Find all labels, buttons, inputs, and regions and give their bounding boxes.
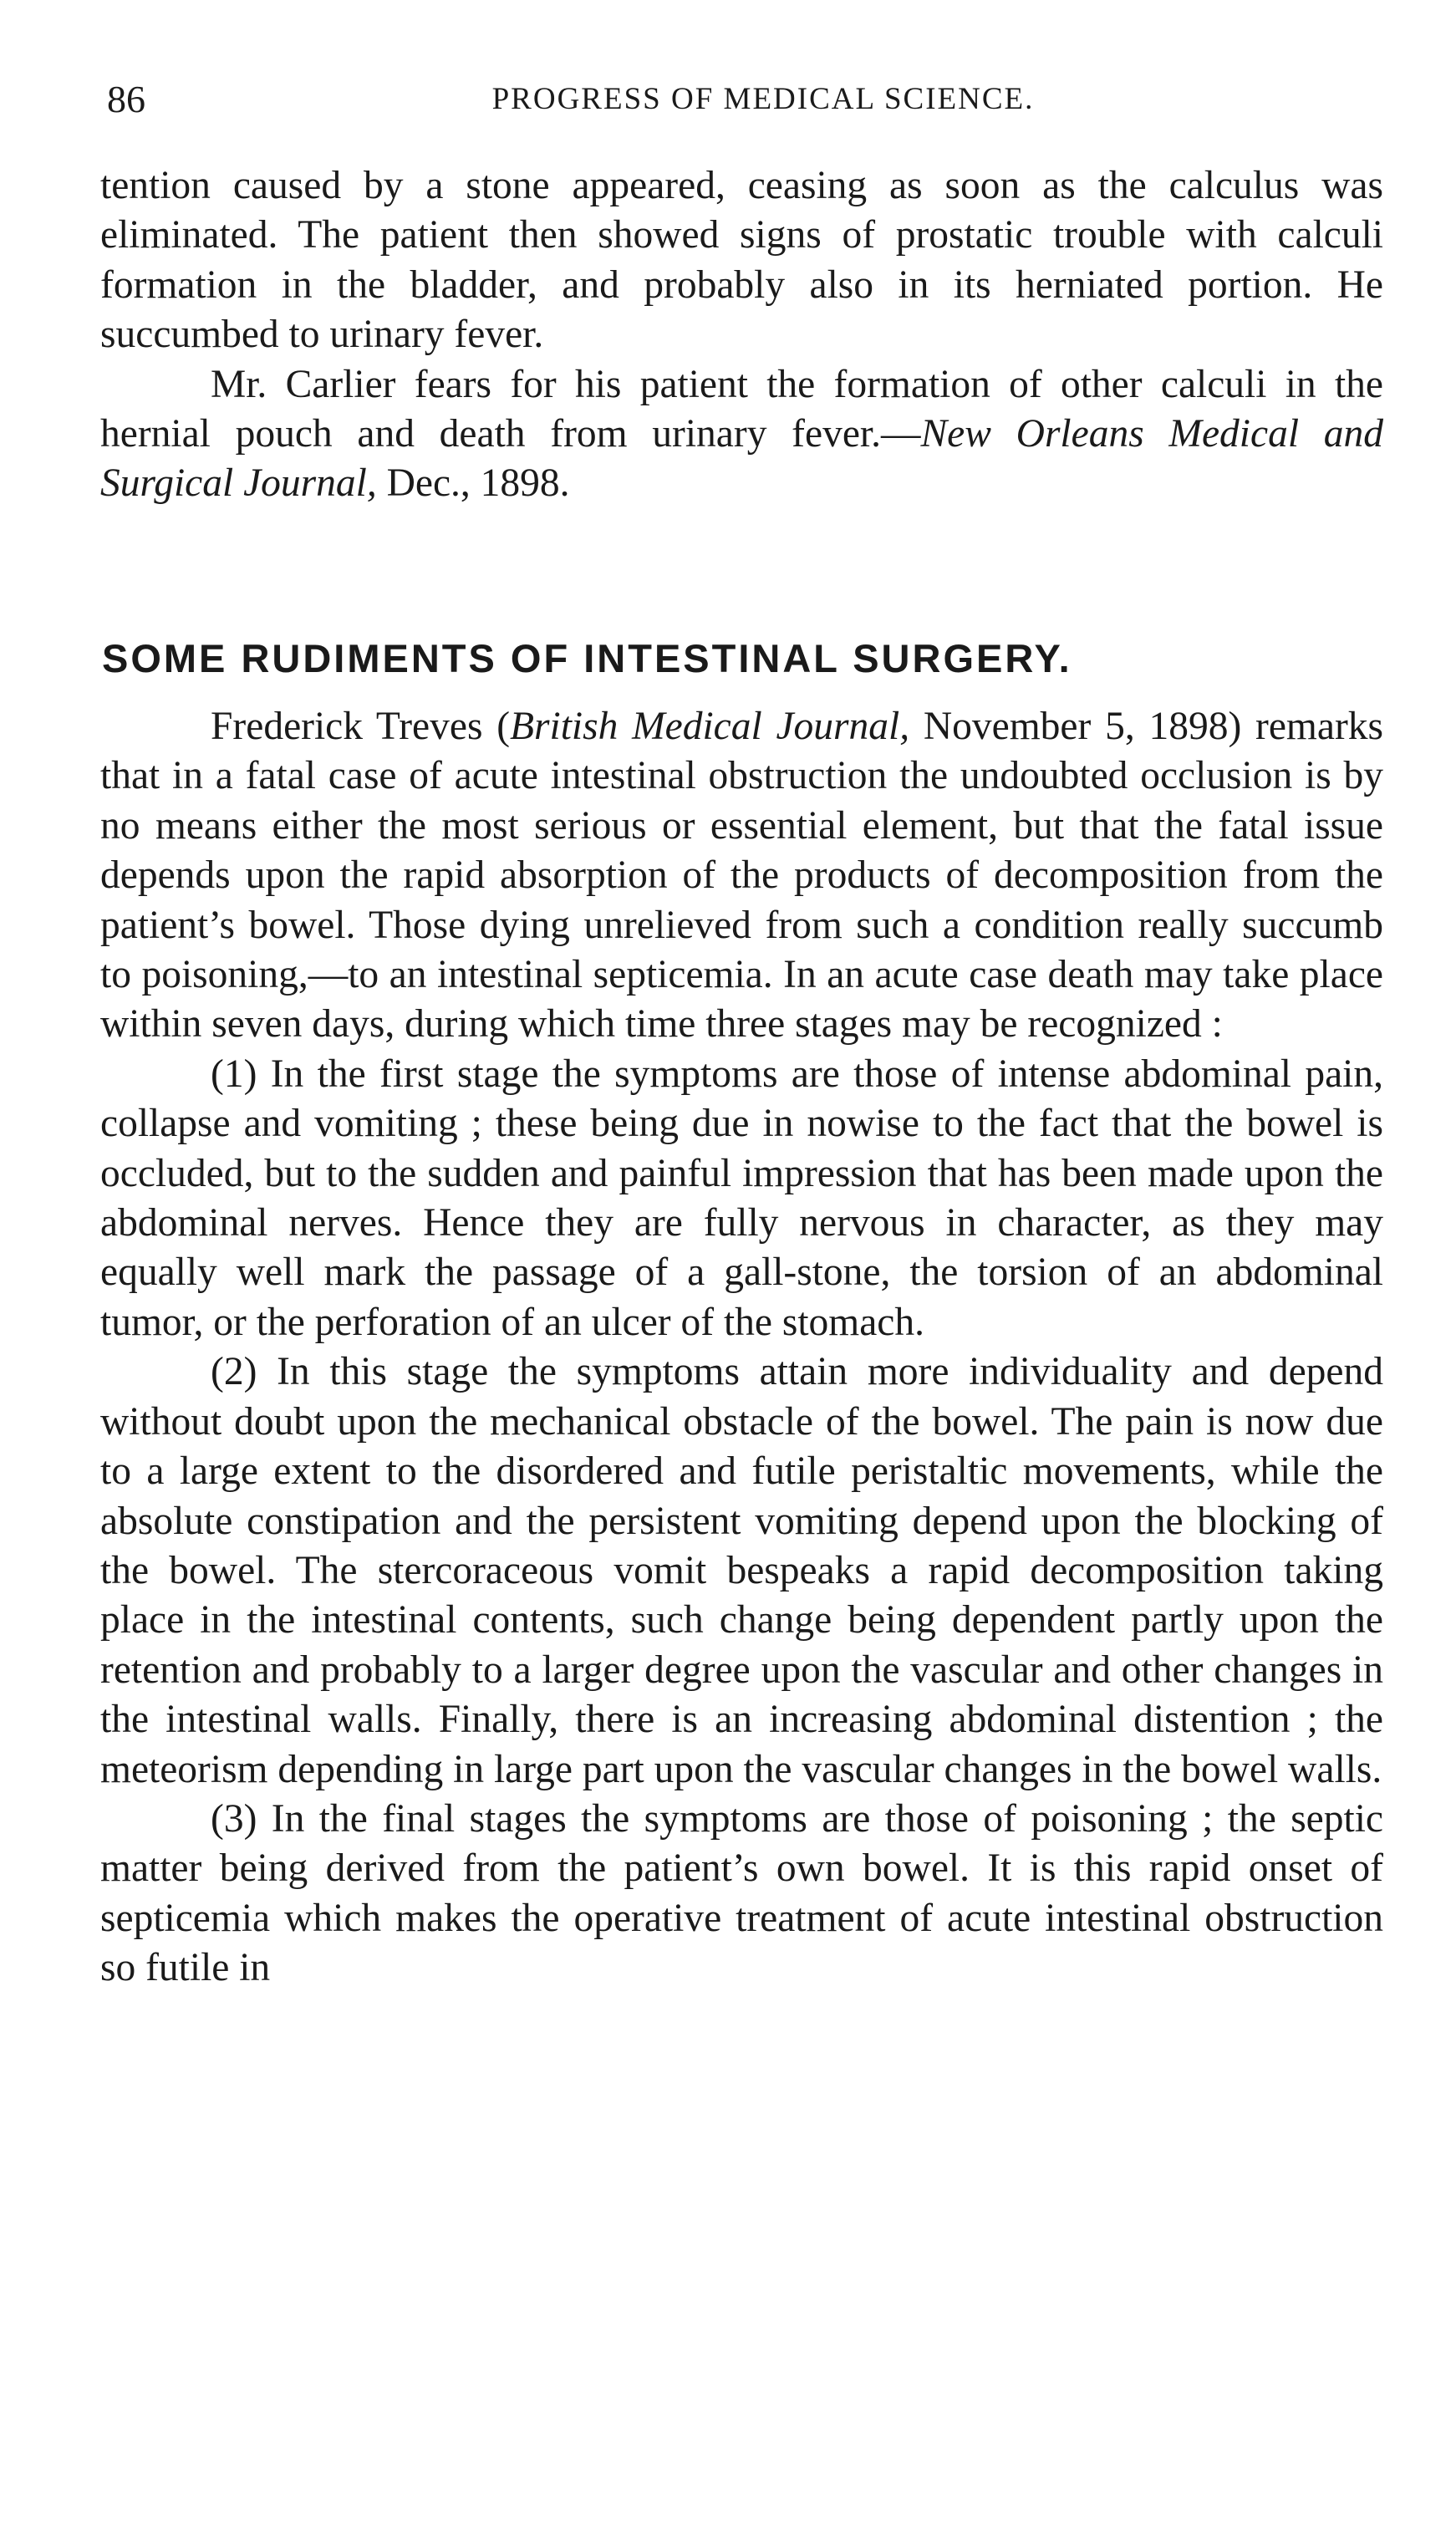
stage-two-paragraph: (2) In this stage the symptoms attain more individuality and depend without doubt upon the mechanical obstacle of the bowel. The pain is now due to a large extent to the disordered and futile peristaltic movements, while the absolute constipation and the persistent vomiting depend upon the blocking of the bowel. The stercoraceous vomit bespeaks a rapid decomposition taking place in the intestinal contents, such change being dependent partly upon the retention and probably to a larger degree upon the vascular and other changes in the intestinal walls. Finally, there is an increasing abdominal distention ; the meteorism depending in large part upon the vascular changes in the bowel walls. [100,1350,1383,1791]
running-title: PROGRESS OF MEDICAL SCIENCE. [491,82,1035,116]
carlier-text: Mr. Carlier fears for his patient the formation of other calculi in the hernial pouch and death from urinary fever.— [100,362,1383,456]
carlier-paragraph [100,360,1383,509]
intro-rest: November 5, 1898) remarks that in a fatal case of acute intestinal obstruction the undoubted occlusion is by no means either the most serious or essential element, but that the fatal issue depends upon the rapid absorption of the products of decomposition from the patient’s bowel. Those dying unrelieved from such a condition really succumb to poisoning,—to an intestinal septicemia. In an acute case death may take place within seven days, during which time three stages may be recognized : [100,705,1383,1047]
intro-citation: British Medical Journal, [510,705,910,748]
running-head [107,70,1386,129]
stage-one-paragraph: (1) In the first stage the symptoms are those of intense abdominal pain, collapse and vomiting ; these being due in nowise to the fact that the bowel is occluded, but to the sudden and painful impression that has been made upon the abdominal nerves. Hence they are fully nervous in character, as they may equally well mark the passage of a gall-stone, the torsion of an abdominal tumor, or the perforation of an ulcer of the stomach. [100,1052,1383,1344]
section-heading: SOME RUDIMENTS OF INTESTINAL SURGERY. [102,636,1072,680]
intro-lead: Frederick Treves ( [211,705,511,748]
intro-paragraph [100,702,1383,1050]
continued-paragraph: tention caused by a stone appeared, ceasing as soon as the calculus was eliminated. The patient then showed signs of prostatic trouble with calculi formation in the bladder, and probably also in its herniated portion. He succumbed to urinary fever. [100,164,1383,357]
page-number: 86 [107,78,145,120]
section-body [100,702,1383,1994]
journal-citation: New Orleans Medical and Surgical Journal, [100,412,1383,506]
stage-three-paragraph: (3) In the final stages the symptoms are those of poisoning ; the septic matter being derived from the patient’s own bowel. It is this rapid onset of septicemia which makes the operative treatment of acute intestinal obstruction so futile in [100,1796,1383,1990]
continued-text [100,161,1383,509]
citation-date: Dec., 1898. [376,461,570,506]
